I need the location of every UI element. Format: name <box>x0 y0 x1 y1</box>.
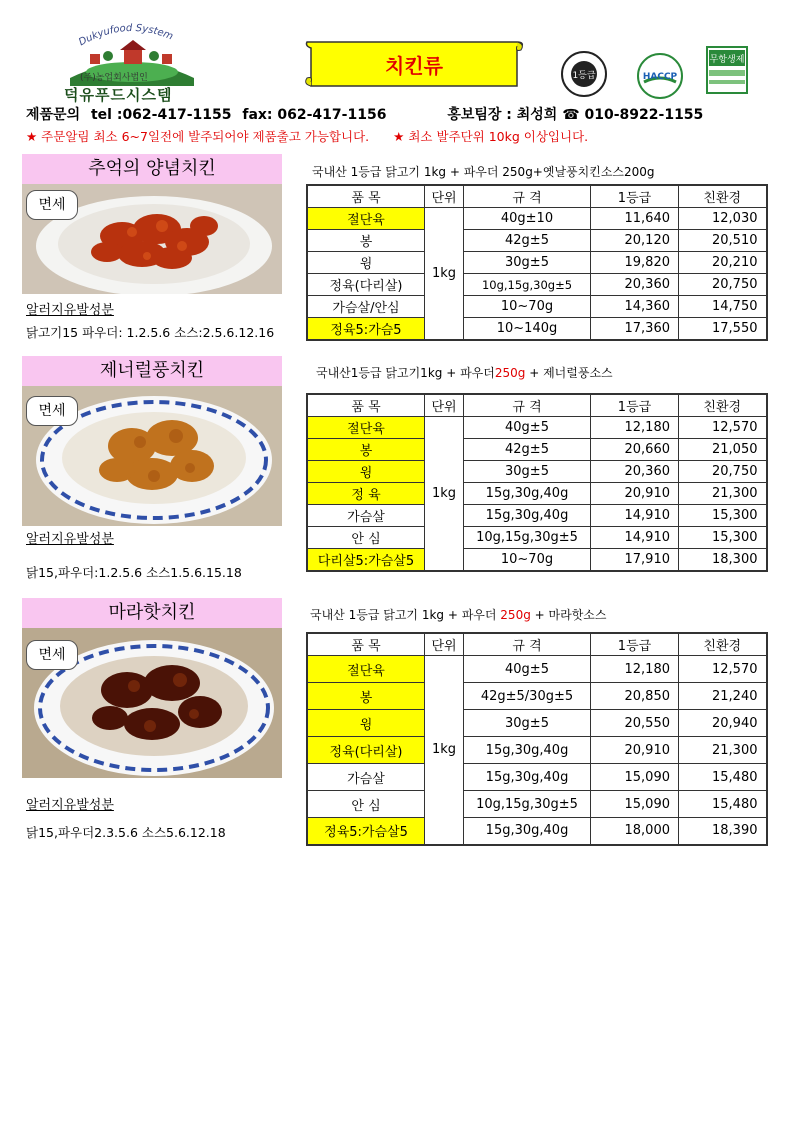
tax-free-tag: 면세 <box>26 396 78 426</box>
table-row <box>307 439 767 461</box>
row-eco-price: 17,550 <box>679 318 767 341</box>
row-eco-price: 12,030 <box>679 208 767 230</box>
section-title: 제너럴풍치킨 <box>22 356 282 386</box>
table-header-row <box>307 394 767 417</box>
haccp-badge-label: HACCP <box>642 72 678 82</box>
row-unit: 1kg <box>425 656 464 845</box>
antibiotic-free-badge-label: 무항생제 <box>709 55 745 65</box>
table-row <box>307 549 767 572</box>
row-eco-price: 12,570 <box>679 656 767 683</box>
price-table <box>306 632 768 846</box>
col-header-grade1: 1등급 <box>591 394 679 417</box>
price-table <box>306 393 768 572</box>
allergy-detail: 닭15,파우더:1.2.5.6 소스1.5.6.15.18 <box>26 565 242 580</box>
row-spec: 40g±5 <box>464 417 591 439</box>
row-eco-price: 20,210 <box>679 252 767 274</box>
logo-subtitle: (주)농업회사법인 <box>80 73 148 83</box>
row-eco-price: 21,240 <box>679 683 767 710</box>
section-title: 마라핫치킨 <box>22 598 282 628</box>
row-grade1-price: 20,360 <box>591 274 679 296</box>
tax-free-tag: 면세 <box>26 190 78 220</box>
logo-company-name: 덕유푸드시스템 <box>64 86 173 104</box>
table-row <box>307 417 767 439</box>
row-name: 가슴살/안심 <box>307 296 425 318</box>
row-eco-price: 18,300 <box>679 549 767 572</box>
col-header-spec: 규 격 <box>464 185 591 208</box>
row-name: 절단육 <box>307 417 425 439</box>
grade-badge-label: 1등급 <box>572 71 596 81</box>
row-grade1-price: 20,910 <box>591 483 679 505</box>
row-eco-price: 20,940 <box>679 710 767 737</box>
row-grade1-price: 15,090 <box>591 791 679 818</box>
col-header-eco: 친환경 <box>679 394 767 417</box>
table-row <box>307 818 767 845</box>
allergy-label: 알러지유발성분 <box>26 798 114 813</box>
grade-badge-icon <box>560 50 608 98</box>
row-spec: 10g,15g,30g±5 <box>464 791 591 818</box>
table-row <box>307 318 767 341</box>
section-title: 추억의 양념치킨 <box>22 154 282 184</box>
logo-arc-text: Dukyufood System <box>77 22 175 49</box>
price-table <box>306 184 768 341</box>
description-text: 국내산 1등급 닭고기 1kg + 파우더 <box>310 608 501 622</box>
table-row <box>307 252 767 274</box>
table-row <box>307 764 767 791</box>
row-grade1-price: 14,360 <box>591 296 679 318</box>
row-grade1-price: 19,820 <box>591 252 679 274</box>
row-name: 윙 <box>307 710 425 737</box>
row-spec: 30g±5 <box>464 252 591 274</box>
table-row <box>307 656 767 683</box>
row-eco-price: 15,480 <box>679 764 767 791</box>
col-header-grade1: 1등급 <box>591 185 679 208</box>
product-description <box>316 364 613 381</box>
row-spec: 42g±5 <box>464 230 591 252</box>
row-name: 윙 <box>307 461 425 483</box>
table-row <box>307 737 767 764</box>
col-header-unit: 단위 <box>425 633 464 656</box>
table-row <box>307 208 767 230</box>
row-eco-price: 20,510 <box>679 230 767 252</box>
allergy-label: 알러지유발성분 <box>26 303 114 318</box>
row-spec: 15g,30g,40g <box>464 505 591 527</box>
order-notice-right: ★ 최소 발주단위 10kg 이상입니다. <box>393 129 589 144</box>
row-name: 봉 <box>307 683 425 710</box>
col-header-eco: 친환경 <box>679 633 767 656</box>
product-inquiry-label: 제품문의 <box>26 107 81 123</box>
row-spec: 15g,30g,40g <box>464 737 591 764</box>
order-notice-left: ★ 주문알림 최소 6~7일전에 발주되어야 제품출고 가능합니다. <box>26 129 370 144</box>
col-header-spec: 규 격 <box>464 394 591 417</box>
row-grade1-price: 20,850 <box>591 683 679 710</box>
row-grade1-price: 11,640 <box>591 208 679 230</box>
row-grade1-price: 12,180 <box>591 656 679 683</box>
col-header-unit: 단위 <box>425 394 464 417</box>
row-spec: 15g,30g,40g <box>464 818 591 845</box>
svg-text:Dukyufood System <box>77 23 175 48</box>
row-name: 정육(다리살) <box>307 274 425 296</box>
contact-line <box>26 104 709 124</box>
row-unit: 1kg <box>425 417 464 572</box>
description-powder-weight: 250g <box>500 608 531 622</box>
row-name: 가슴살 <box>307 764 425 791</box>
row-eco-price: 20,750 <box>679 461 767 483</box>
tel-number[interactable]: tel :062-417-1155 <box>90 107 232 123</box>
table-row <box>307 296 767 318</box>
row-eco-price: 21,300 <box>679 483 767 505</box>
row-grade1-price: 14,910 <box>591 527 679 549</box>
order-notice <box>26 127 588 145</box>
row-name: 정육(다리살) <box>307 737 425 764</box>
table-row <box>307 274 767 296</box>
row-name: 안 심 <box>307 527 425 549</box>
table-row <box>307 527 767 549</box>
table-header-row <box>307 633 767 656</box>
table-row <box>307 230 767 252</box>
row-unit: 1kg <box>425 208 464 341</box>
row-spec: 10g,15g,30g±5 <box>464 274 591 296</box>
row-grade1-price: 20,360 <box>591 461 679 483</box>
table-header-row <box>307 185 767 208</box>
row-name: 정육5:가슴5 <box>307 318 425 341</box>
row-spec: 42g±5 <box>464 439 591 461</box>
col-header-name: 품 목 <box>307 185 425 208</box>
antibiotic-free-badge-icon <box>706 46 754 94</box>
table-row <box>307 683 767 710</box>
row-grade1-price: 20,910 <box>591 737 679 764</box>
haccp-badge-icon <box>636 52 684 100</box>
col-header-spec: 규 격 <box>464 633 591 656</box>
row-eco-price: 21,300 <box>679 737 767 764</box>
description-sauce: + 마라핫소스 <box>530 608 607 622</box>
row-grade1-price: 18,000 <box>591 818 679 845</box>
table-row <box>307 461 767 483</box>
row-eco-price: 20,750 <box>679 274 767 296</box>
col-header-grade1: 1등급 <box>591 633 679 656</box>
row-spec: 10g,15g,30g±5 <box>464 527 591 549</box>
description-sauce: + 제너럴풍소스 <box>525 366 613 380</box>
row-name: 정육5:가슴살5 <box>307 818 425 845</box>
row-name: 정 육 <box>307 483 425 505</box>
row-name: 절단육 <box>307 656 425 683</box>
row-spec: 10~140g <box>464 318 591 341</box>
row-spec: 42g±5/30g±5 <box>464 683 591 710</box>
row-spec: 15g,30g,40g <box>464 483 591 505</box>
allergy-detail: 닭고기15 파우더: 1.2.5.6 소스:2.5.6.12.16 <box>26 325 275 340</box>
row-spec: 30g±5 <box>464 710 591 737</box>
row-eco-price: 14,750 <box>679 296 767 318</box>
table-row <box>307 710 767 737</box>
row-name: 윙 <box>307 252 425 274</box>
col-header-eco: 친환경 <box>679 185 767 208</box>
col-header-name: 품 목 <box>307 633 425 656</box>
page-title: 치킨류 <box>385 54 443 78</box>
allergy-label: 알러지유발성분 <box>26 532 114 547</box>
table-row <box>307 483 767 505</box>
row-name: 절단육 <box>307 208 425 230</box>
row-grade1-price: 12,180 <box>591 417 679 439</box>
row-eco-price: 15,300 <box>679 527 767 549</box>
row-grade1-price: 15,090 <box>591 764 679 791</box>
row-eco-price: 15,480 <box>679 791 767 818</box>
allergy-detail: 닭15,파우더2.3.5.6 소스5.6.12.18 <box>26 825 226 840</box>
description-text: 국내산1등급 닭고기1kg + 파우더 <box>316 366 495 380</box>
row-spec: 30g±5 <box>464 461 591 483</box>
row-spec: 10~70g <box>464 296 591 318</box>
row-spec: 10~70g <box>464 549 591 572</box>
row-grade1-price: 14,910 <box>591 505 679 527</box>
product-description: 국내산 1등급 닭고기 1kg + 파우더 250g+옛날풍치킨소스200g <box>312 165 655 179</box>
row-eco-price: 18,390 <box>679 818 767 845</box>
row-grade1-price: 20,550 <box>591 710 679 737</box>
fax-number: fax: 062-417-1156 <box>242 107 387 123</box>
product-description <box>310 606 606 623</box>
col-header-name: 품 목 <box>307 394 425 417</box>
row-name: 안 심 <box>307 791 425 818</box>
table-row <box>307 505 767 527</box>
row-spec: 40g±10 <box>464 208 591 230</box>
row-grade1-price: 20,660 <box>591 439 679 461</box>
row-spec: 40g±5 <box>464 656 591 683</box>
row-eco-price: 15,300 <box>679 505 767 527</box>
description-powder-weight: 250g <box>494 366 526 380</box>
row-grade1-price: 17,910 <box>591 549 679 572</box>
row-name: 봉 <box>307 439 425 461</box>
row-grade1-price: 17,360 <box>591 318 679 341</box>
pr-contact[interactable]: 홍보팀장 : 최성희 ☎ 010-8922-1155 <box>447 107 704 123</box>
col-header-unit: 단위 <box>425 185 464 208</box>
tax-free-tag: 면세 <box>26 640 78 670</box>
row-eco-price: 12,570 <box>679 417 767 439</box>
row-name: 봉 <box>307 230 425 252</box>
row-name: 가슴살 <box>307 505 425 527</box>
row-spec: 15g,30g,40g <box>464 764 591 791</box>
row-grade1-price: 20,120 <box>591 230 679 252</box>
row-eco-price: 21,050 <box>679 439 767 461</box>
table-row <box>307 791 767 818</box>
row-name: 다리살5:가슴살5 <box>307 549 425 572</box>
